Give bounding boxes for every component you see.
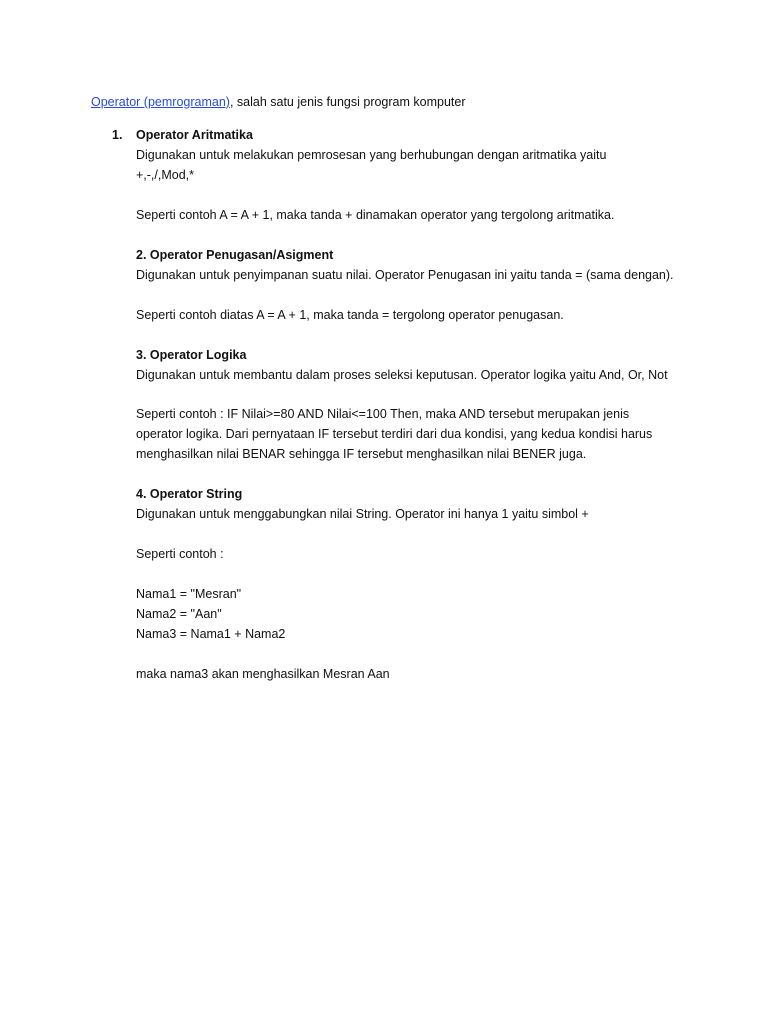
section-4-example-line: Seperti contoh :	[136, 547, 224, 561]
section-2-example-line: Seperti contoh diatas A = A + 1, maka tanda = tergolong operator penugasan.	[136, 308, 564, 322]
section-4-title: 4. Operator String	[136, 487, 243, 501]
intro-line	[91, 94, 466, 110]
section-3-title: 3. Operator Logika	[136, 348, 247, 362]
section-1-desc-line: +,-,/,Mod,*	[136, 168, 195, 182]
section-4-code-line: Nama1 = "Mesran"	[136, 587, 242, 601]
section-4-code-line: Nama3 = Nama1 + Nama2	[136, 627, 286, 641]
section-2-desc-line: Digunakan untuk penyimpanan suatu nilai. Operator Penugasan ini yaitu tanda = (sama dengan).	[136, 268, 674, 282]
section-1-desc-line: Digunakan untuk melakukan pemrosesan yang berhubungan dengan aritmatika yaitu	[136, 148, 607, 162]
intro-text: , salah satu jenis fungsi program komputer	[229, 95, 466, 109]
section-1-number: 1.	[112, 128, 123, 142]
section-3-example-line: Seperti contoh : IF Nilai>=80 AND Nilai<=100 Then, maka AND tersebut merupakan jenis	[136, 407, 630, 421]
section-4-desc-line: Digunakan untuk menggabungkan nilai String. Operator ini hanya 1 yaitu simbol +	[136, 507, 589, 521]
section-2-title: 2. Operator Penugasan/Asigment	[136, 248, 334, 262]
section-4-code-line: Nama2 = "Aan"	[136, 607, 222, 621]
section-1-title: Operator Aritmatika	[136, 128, 253, 142]
section-3-example-line: operator logika. Dari pernyataan IF tersebut terdiri dari dua kondisi, yang kedua kondisi harus	[136, 427, 653, 441]
section-3-desc-line: Digunakan untuk membantu dalam proses seleksi keputusan. Operator logika yaitu And, Or, Not	[136, 368, 668, 382]
section-3-example-line: menghasilkan nilai BENAR sehingga IF tersebut menghasilkan nilai BENER juga.	[136, 447, 587, 461]
section-4-conclusion: maka nama3 akan menghasilkan Mesran Aan	[136, 667, 390, 681]
section-1-heading	[112, 127, 253, 143]
section-1-example-line: Seperti contoh A = A + 1, maka tanda + dinamakan operator yang tergolong aritmatika.	[136, 208, 615, 222]
operator-pemrograman-link[interactable]: Operator (pemrograman)	[91, 95, 230, 109]
